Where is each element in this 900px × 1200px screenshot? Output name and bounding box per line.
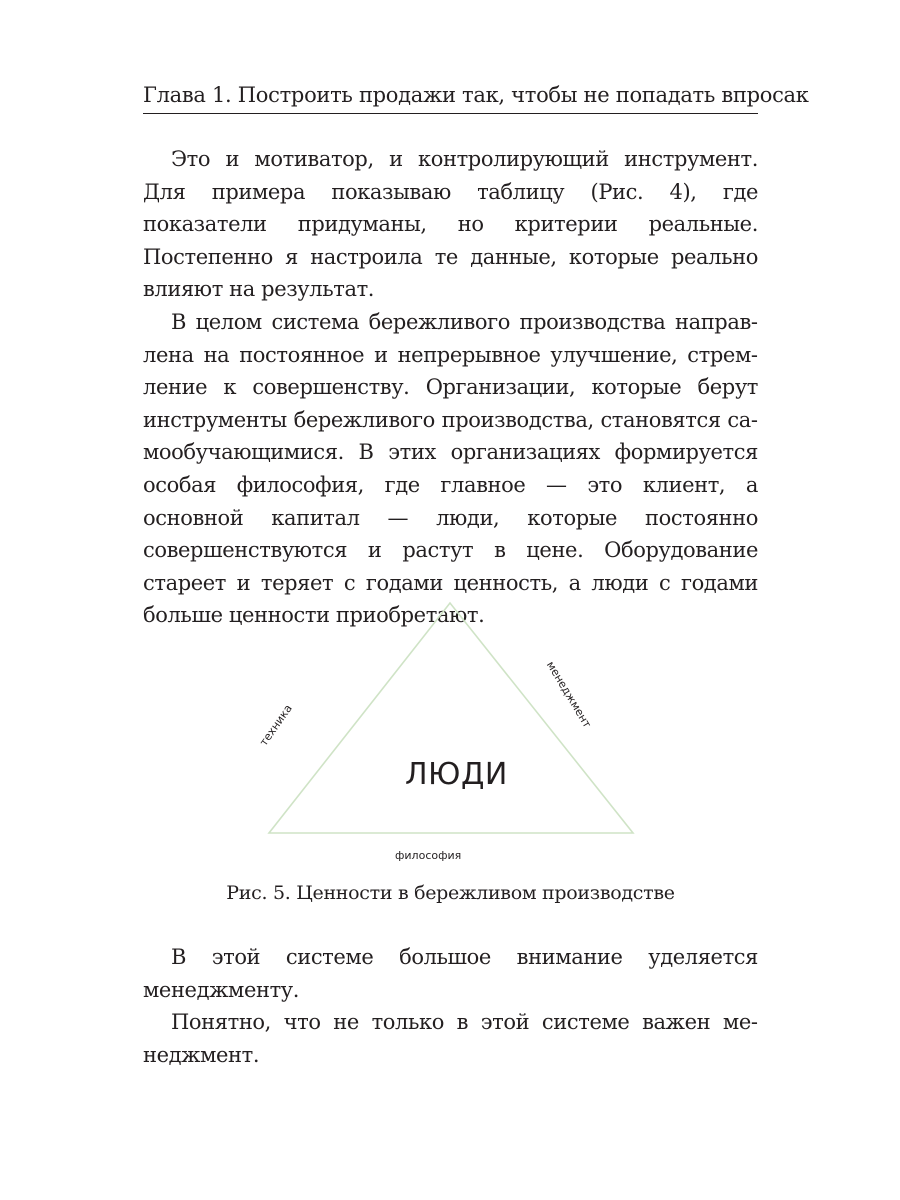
triangle-right-label: менеджмент <box>543 659 594 731</box>
triangle-center-label: ЛЮДИ <box>405 757 508 792</box>
running-header: Глава 1. Построить продажи так, чтобы не попадать впросак <box>143 83 809 107</box>
paragraph-management: В этой системе большое внимание уделяется менеджменту. <box>143 945 758 1002</box>
values-triangle-figure <box>255 597 645 869</box>
figure-caption: Рис. 5. Ценности в бережливом производстве <box>226 882 675 904</box>
triangle-diagram <box>255 597 645 869</box>
paragraph-motivator: Это и мотиватор, и контролирующий инструмент. Для примера показываю таблицу (Рис. 4), где показатели придуманы, но критерии реальные. Постепенно я настроила те данные, которые реально влияют на результат. <box>143 147 758 302</box>
paragraph-conclusion: Понятно, что не только в этой системе важен менеджмент. <box>143 1010 758 1067</box>
triangle-bottom-label: философия <box>395 849 462 862</box>
header-rule <box>143 113 758 114</box>
paragraph-lean-system: В целом система бережливого производства направлена на постоянное и непрерывное улучшение, стремление к совершенству. Организации, которые берут инструменты бережливого производства, становятся самообучающимися. В этих организациях формируется особая философия, где главное — это клиент, а основной капитал — люди, которые постоянно совершенствуются и растут в цене. Оборудование стареет и теряет с годами ценность, а люди с годами больше ценности приобретают. <box>143 309 758 628</box>
triangle-left-label: техника <box>257 702 295 749</box>
body-text-top <box>143 143 758 632</box>
body-text-bottom <box>143 941 758 1071</box>
